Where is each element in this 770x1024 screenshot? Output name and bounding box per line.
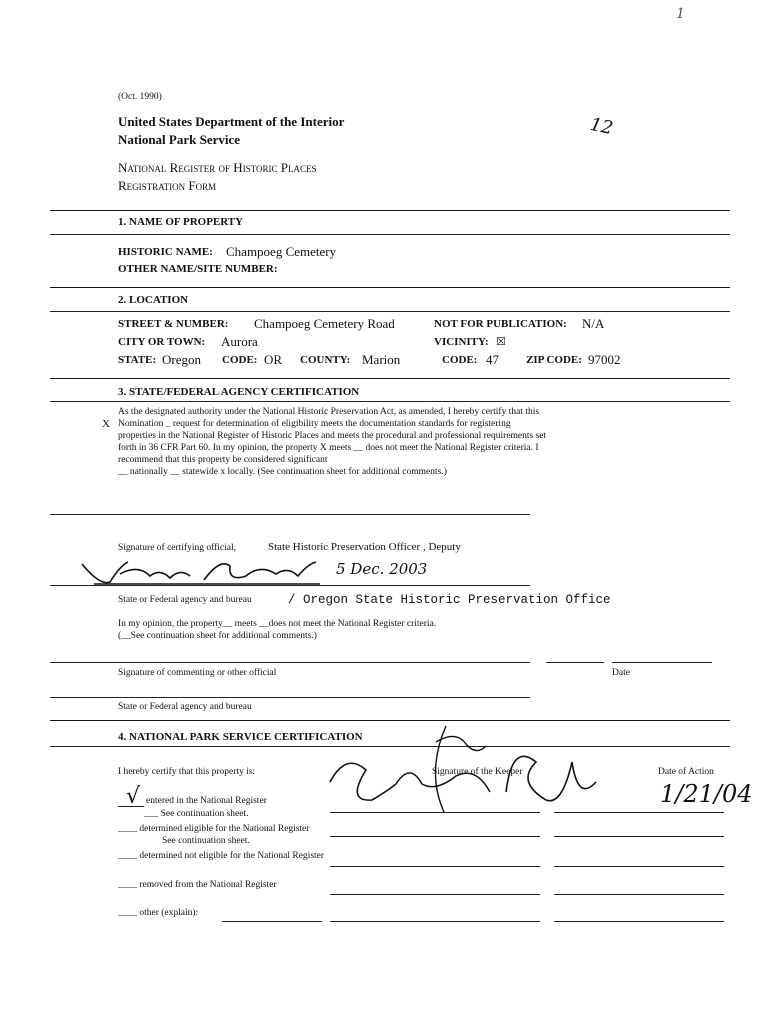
section3-title: 3. STATE/FEDERAL AGENCY CERTIFICATION (118, 386, 360, 398)
entered-checkmark: √ (126, 784, 141, 809)
option-not-eligible: determined not eligible for the National Register (139, 851, 325, 861)
nfp-value: N/A (582, 316, 605, 331)
date-line (554, 894, 724, 895)
zip-label: ZIP CODE: (526, 354, 582, 366)
service-title: National Park Service (118, 132, 241, 147)
action-date: 1/21/04 (660, 780, 753, 808)
signature-line (50, 662, 530, 663)
state-value: Oregon (162, 352, 201, 367)
divider (50, 234, 730, 235)
form-title-line1: National Register of Historic Places (118, 160, 317, 175)
divider (50, 697, 530, 698)
agency-value: / Oregon State Historic Preservation Office (288, 593, 611, 607)
date-line (554, 812, 724, 813)
signature-line (330, 894, 540, 895)
divider (50, 720, 730, 721)
signature-title: State Historic Preservation Officer , Deputy (268, 541, 461, 553)
option-other: other (explain): (139, 908, 199, 918)
opinion-line1: In my opinion, the property__ meets __does not meet the National Register criteria. (118, 619, 437, 629)
option-removed: removed from the National Register (139, 880, 277, 890)
signature-date: 5 Dec. 2003 (336, 560, 428, 578)
certify-label: I hereby certify that this property is: (118, 767, 256, 777)
signature-line (546, 662, 604, 663)
option-eligible: determined eligible for the National Register (139, 824, 310, 834)
signature-line (330, 921, 540, 922)
section4-title: 4. NATIONAL PARK SERVICE CERTIFICATION (118, 731, 363, 743)
department-title: United States Department of the Interior (118, 114, 345, 129)
historic-name-value: Champoeg Cemetery (226, 244, 337, 259)
street-value: Champoeg Cemetery Road (254, 316, 395, 331)
county-code-value: 47 (486, 352, 499, 367)
certification-line: forth in 36 CFR Part 60. In my opinion, the property X meets __ does not meet the National Register criteria. I (118, 443, 539, 453)
date-line (554, 836, 724, 837)
divider (50, 311, 730, 312)
vicinity-label: VICINITY: (434, 336, 489, 348)
signature-line (330, 812, 540, 813)
section2-title: 2. LOCATION (118, 294, 189, 306)
option-removed-row: ____ removed from the National Register (118, 880, 277, 890)
section1-title: 1. NAME OF PROPERTY (118, 216, 244, 228)
county-code-label: CODE: (442, 354, 478, 366)
see-continuation-1-label: See continuation sheet. (160, 809, 249, 819)
certification-line: As the designated authority under the National Historic Preservation Act, as amended, I hereby certify that this (118, 407, 540, 417)
city-value: Aurora (221, 334, 258, 349)
keeper-label: Signature of the Keeper (432, 767, 523, 777)
state-label: STATE: (118, 354, 157, 366)
divider (50, 287, 730, 288)
see-continuation-2: See continuation sheet. (162, 836, 250, 846)
form-title-line2: Registration Form (118, 178, 217, 193)
zip-value: 97002 (588, 352, 621, 367)
certification-line: Nomination _ request for determination of eligibility meets the documentation standards for registering (118, 419, 511, 429)
signature-line (330, 866, 540, 867)
date-line (554, 866, 724, 867)
divider (50, 585, 530, 586)
option-entered: entered in the National Register (146, 796, 267, 806)
street-label: STREET & NUMBER: (118, 318, 229, 330)
county-value: Marion (362, 352, 401, 367)
option-other-row: ____ other (explain): (118, 908, 199, 918)
corner-mark: 1 (676, 6, 685, 22)
other-name-label: OTHER NAME/SITE NUMBER: (118, 263, 278, 275)
divider (50, 378, 730, 379)
option-not-eligible-row: ____ determined not eligible for the National Register (118, 851, 325, 861)
signature-line (330, 836, 540, 837)
form-date: (Oct. 1990) (118, 92, 162, 102)
code-value: OR (264, 352, 283, 367)
stamp-number: 12 (588, 113, 615, 140)
margin-x-mark: X (102, 418, 110, 430)
historic-name-label: HISTORIC NAME: (118, 246, 213, 258)
nfp-label: NOT FOR PUBLICATION: (434, 318, 567, 330)
date-line (612, 662, 712, 663)
city-label: CITY OR TOWN: (118, 336, 206, 348)
certification-paragraph (118, 406, 546, 478)
see-continuation-1: ___ See continuation sheet. (144, 809, 249, 819)
certification-line: __ nationally __ statewide x locally. (See continuation sheet for additional comments.) (118, 467, 447, 477)
divider (50, 514, 530, 515)
vicinity-checkbox: ☒ (496, 336, 506, 348)
divider (50, 210, 730, 211)
signature-label: Signature of certifying official, (118, 543, 237, 553)
explain-line (222, 921, 322, 922)
certification-line: properties in the National Register of Historic Places and meets the procedural and professional requirements set (118, 431, 547, 441)
agency-label: State or Federal agency and bureau (118, 595, 252, 605)
code-label: CODE: (222, 354, 258, 366)
option-eligible-row: ____ determined eligible for the National Register (118, 824, 310, 834)
certification-line: recommend that this property be considered significant (118, 455, 328, 465)
divider (50, 401, 730, 402)
agency2-label: State or Federal agency and bureau (118, 702, 252, 712)
commenting-label: Signature of commenting or other official (118, 668, 277, 678)
date-action-label: Date of Action (658, 767, 714, 777)
opinion-line2: (__See continuation sheet for additional comments.) (118, 631, 317, 641)
date-label: Date (612, 668, 630, 678)
keeper-signature (326, 722, 616, 822)
date-line (554, 921, 724, 922)
county-label: COUNTY: (300, 354, 351, 366)
